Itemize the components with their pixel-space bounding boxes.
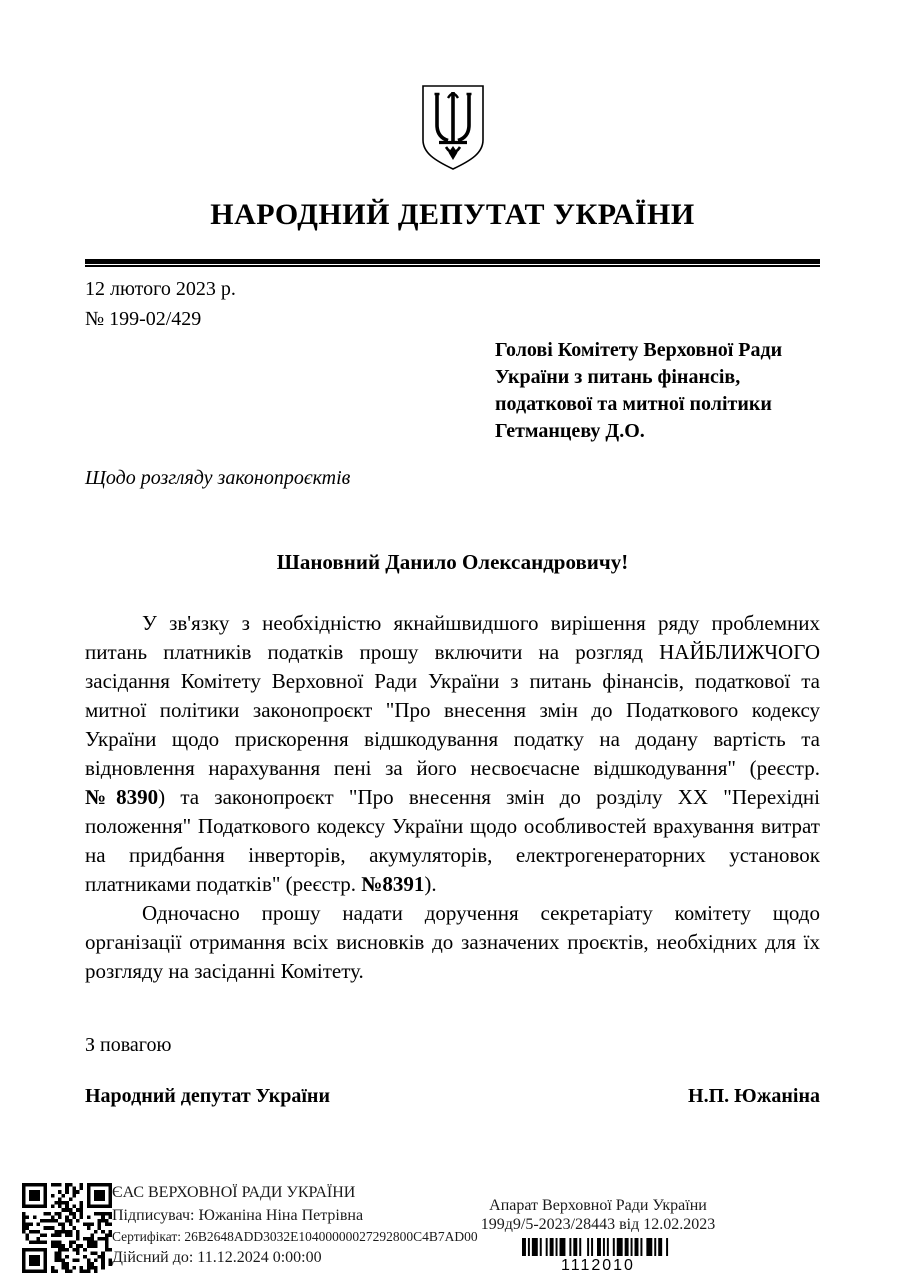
apparatus-name: Апарат Верховної Ради України (489, 1197, 707, 1214)
ukraine-trident-emblem-icon (419, 83, 487, 173)
eas-system-name: ЄАС ВЕРХОВНОЇ РАДИ УКРАЇНИ (112, 1184, 356, 1201)
barcode-icon (522, 1238, 674, 1256)
body-paragraph-2: Одночасно прошу надати доручення секретаріату комітету щодо організації отримання всіх висновків до зазначених проєктів, необхідних для їх розгляду на засіданні Комітету. (85, 900, 820, 983)
subject-line: Щодо розгляду законопроєктів (85, 466, 351, 489)
certificate-info: Сертифікат: 26B2648ADD3032E10400000027292800C4B7AD00 (112, 1229, 478, 1244)
barcode-number: 1112010 (561, 1257, 635, 1274)
document-title: НАРОДНИЙ ДЕПУТАТ УКРАЇНИ (210, 198, 695, 231)
registration-number: 199д9/5-2023/28443 від 12.02.2023 (480, 1216, 716, 1233)
document-date: 12 лютого 2023 р. (85, 277, 236, 300)
salutation: Шановний Данило Олександровичу! (276, 549, 629, 574)
validity-info: Дійсний до: 11.12.2024 0:00:00 (112, 1248, 322, 1266)
signature-row (85, 1085, 820, 1108)
recipient-line-4: Гетманцеву Д.О. (495, 419, 645, 442)
letter-body (85, 609, 820, 986)
qr-code-icon (22, 1183, 112, 1273)
recipient-line-3: податкової та митної політики (495, 392, 772, 415)
divider-thick-line (85, 259, 820, 264)
recipient-block (495, 337, 820, 445)
recipient-line-2: України з питань фінансів, (495, 365, 741, 388)
eas-stamp-text (112, 1185, 478, 1266)
document-meta (85, 274, 820, 334)
body-paragraph-1: У зв'язку з необхідністю якнайшвидшого вирішення ряду проблемних питань платників податків прошу включити на розгляд НАЙБЛИЖЧОГО засідання Комітету Верховної Ради України з питань фінансів, податкової та митної політики законопроєкт "Про внесення змін до Податкового кодексу України щодо прискорення відшкодування податку на додану вартість та відновлення нарахування пені за його несвоєчасне відшкодування" (реєстр. №8390) та законопроєкт "Про внесення змін до розділу XX "Перехідні положення" Податкового кодексу України щодо особливостей врахування витрат на придбання інверторів, акумуляторів, електрогенераторних установок платниками податків" (реєстр. №8391). (85, 610, 820, 896)
document-number: № 199-02/429 (85, 307, 202, 330)
registration-block (468, 1196, 728, 1275)
signer-name: Н.П. Южаніна (688, 1084, 820, 1107)
signer-info: Підписувач: Южаніна Ніна Петрівна (112, 1207, 364, 1224)
divider-thin-line (85, 265, 820, 267)
header-divider (85, 259, 820, 267)
closing-regards: З повагою (85, 1033, 172, 1056)
signer-position: Народний депутат України (85, 1084, 330, 1107)
recipient-line-1: Голові Комітету Верховної Ради (495, 338, 783, 361)
